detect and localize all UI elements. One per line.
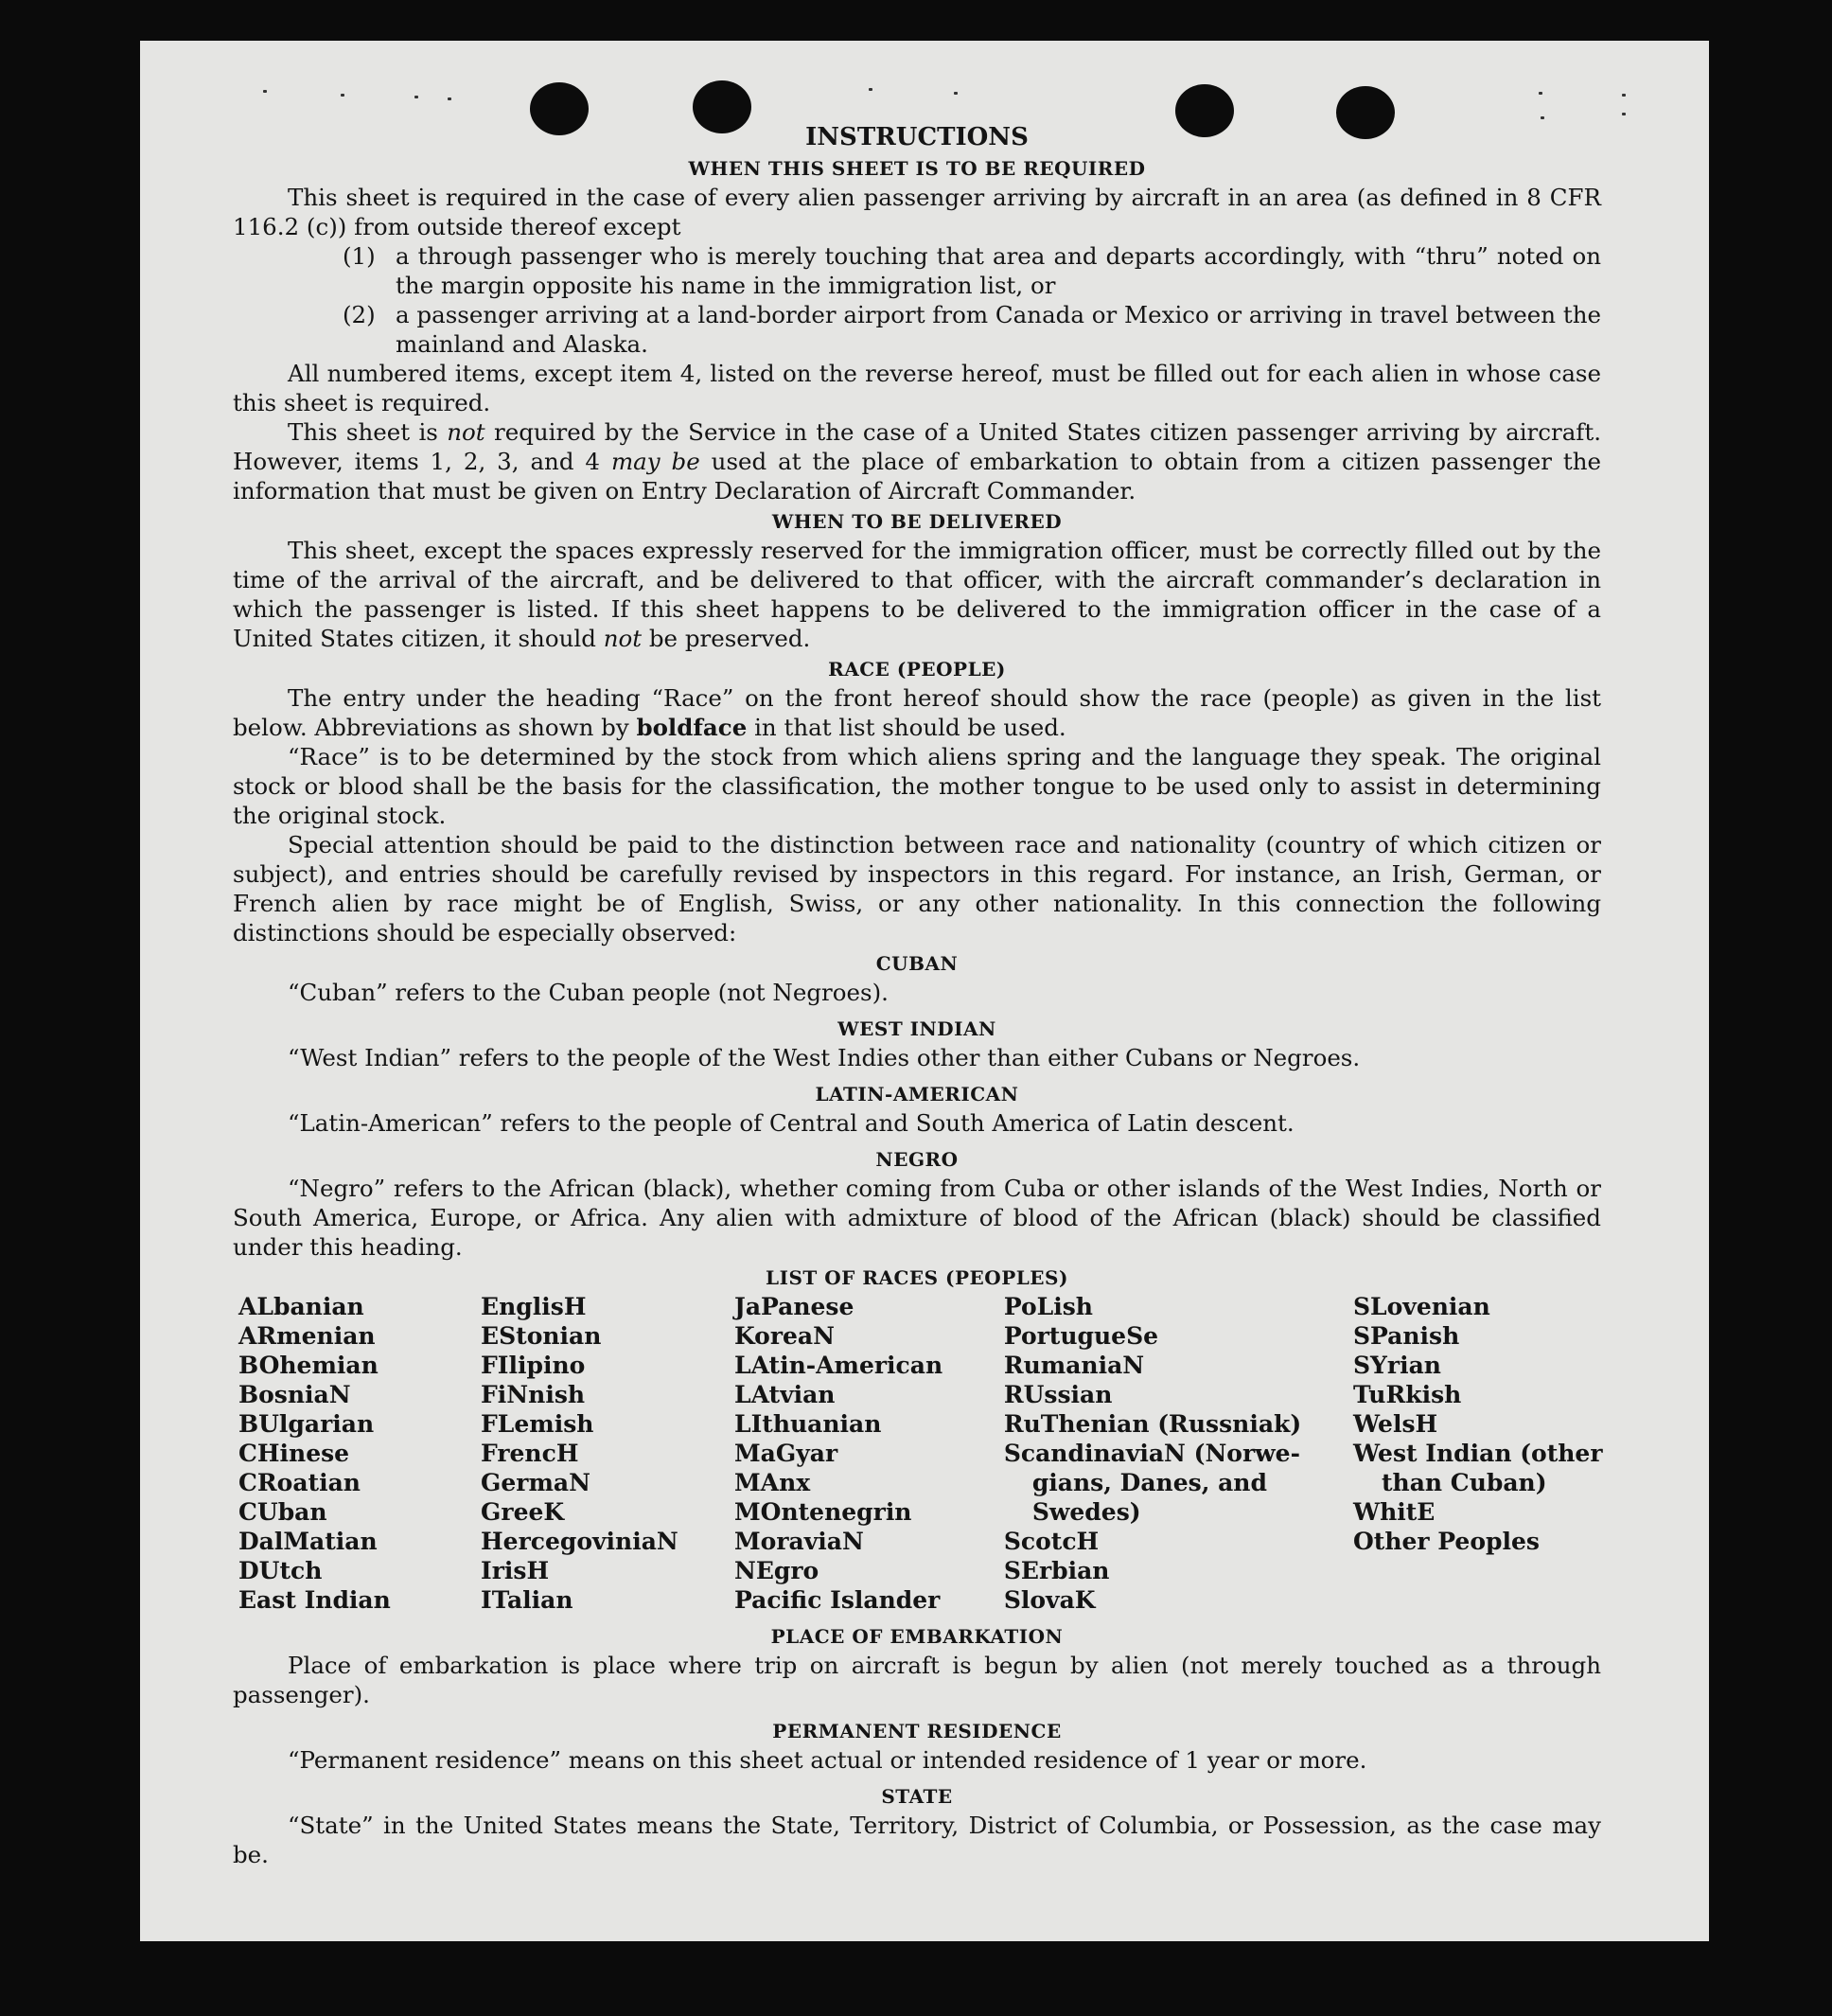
paragraph: “Cuban” refers to the Cuban people (not Negroes). — [288, 979, 889, 1006]
race-entry: BosniaN — [238, 1381, 351, 1408]
race-entry: SlovaK — [1003, 1586, 1096, 1614]
races-column — [734, 1292, 1004, 1615]
race-entry: SLovenian — [1353, 1293, 1490, 1320]
section-heading-embarkation: PLACE OF EMBARKATION — [770, 1625, 1064, 1648]
speck — [341, 94, 344, 97]
races-column — [1353, 1292, 1601, 1615]
race-entry: gians, Danes, and — [1031, 1469, 1267, 1496]
text-run: This sheet, except the spaces expressly reserved for the immigration officer, must be correctly filled out by the time of the arrival of the aircraft, and be delivered to that officer, with the aircraft commander’s declaration in which the passenger is listed. If this sheet happens to be delivered to the immigration officer in the case of a United States citizen, it should — [233, 537, 1601, 652]
paragraph: “Latin-American” refers to the people of Central and South America of Latin descent. — [288, 1109, 1295, 1137]
race-entry: ScotcH — [1003, 1528, 1100, 1555]
race-entry: KoreaN — [734, 1322, 835, 1350]
speck — [1539, 92, 1542, 95]
paragraph: Place of embarkation is place where trip on aircraft is begun by alien (not merely touched as a through passenger). — [233, 1652, 1601, 1708]
section-heading-residence: PERMANENT RESIDENCE — [772, 1720, 1062, 1742]
section-heading-state: STATE — [881, 1785, 953, 1808]
race-entry: ITalian — [481, 1586, 573, 1614]
paragraph: Special attention should be paid to the distinction between race and nationality (country of which citizen or subject), and entries should be carefully revised by inspectors in this regard. For instance, an Irish, German, or French alien by race might be of English, Swiss, or any other nationality. In this connection the following distinctions should be especially observed: — [233, 831, 1601, 946]
speck — [414, 96, 418, 98]
speck — [1541, 116, 1544, 119]
races-column — [238, 1292, 481, 1615]
race-entry: SYrian — [1353, 1352, 1441, 1379]
paragraph: “Race” is to be determined by the stock from which aliens spring and the language they speak. The original stock or blood shall be the basis for the classification, the mother tongue to be used only to assist in determining the original stock. — [233, 743, 1601, 829]
text-run: The entry under the heading “Race” on the front hereof should show the race (people) as given in the list below. Abbreviations as shown by — [233, 684, 1601, 741]
item-text: a through passenger who is merely touching that area and departs accordingly, with “thru” noted on the margin opposite his name in the immigration list, or — [396, 242, 1601, 299]
list-item — [343, 241, 1601, 300]
text-run: in that list should be used. — [747, 714, 1066, 741]
race-entry: RUssian — [1003, 1381, 1113, 1408]
race-entry: EnglisH — [481, 1293, 587, 1320]
race-entry: IrisH — [481, 1557, 550, 1584]
section-heading-negro: NEGRO — [875, 1148, 959, 1171]
paragraph: “West Indian” refers to the people of the West Indies other than either Cubans or Negroes. — [288, 1044, 1361, 1071]
race-entry: LIthuanian — [734, 1410, 882, 1438]
bold-text: boldface — [636, 714, 748, 741]
section-heading-latin-american: LATIN-AMERICAN — [815, 1083, 1019, 1105]
race-entry: TuRkish — [1353, 1381, 1462, 1408]
instructions-text — [233, 122, 1601, 1869]
speck — [954, 92, 958, 95]
text-run: This sheet is — [288, 418, 448, 446]
race-entry: SPanish — [1353, 1322, 1460, 1350]
race-entry: CHinese — [238, 1440, 350, 1467]
race-entry: LAtin-American — [734, 1352, 943, 1379]
race-entry: Pacific Islander — [734, 1586, 941, 1614]
section-heading-list-of-races: LIST OF RACES (PEOPLES) — [766, 1266, 1068, 1289]
race-entry: JaPanese — [734, 1293, 854, 1320]
text-run: used at the place of embarkation to obtain from a citizen passenger the information that must be given on Entry Declaration of Aircraft Commander. — [233, 448, 1601, 504]
race-entry: EStonian — [481, 1322, 602, 1350]
speck — [1622, 94, 1626, 97]
race-entry: SErbian — [1003, 1557, 1110, 1584]
race-entry: BOhemian — [238, 1352, 379, 1379]
speck — [1622, 113, 1626, 115]
section-heading-required: WHEN THIS SHEET IS TO BE REQUIRED — [688, 157, 1146, 180]
race-entry: PoLish — [1003, 1293, 1093, 1320]
list-item — [343, 300, 1601, 359]
item-number: (2) — [343, 301, 376, 328]
race-entry: FIlipino — [481, 1352, 586, 1379]
paragraph: All numbered items, except item 4, listed on the reverse hereof, must be filled out for each alien in whose case this sheet is required. — [233, 360, 1601, 416]
race-entry: GermaN — [481, 1469, 590, 1496]
paragraph — [233, 536, 1601, 653]
paragraph: “Permanent residence” means on this sheet actual or intended residence of 1 year or more. — [288, 1746, 1367, 1774]
section-heading-west-indian: WEST INDIAN — [837, 1017, 996, 1040]
paragraph — [233, 417, 1601, 505]
race-entry: FLemish — [481, 1410, 594, 1438]
section-heading-delivered: WHEN TO BE DELIVERED — [771, 510, 1063, 533]
page-title: INSTRUCTIONS — [805, 123, 1029, 151]
speck — [263, 90, 267, 93]
race-entry: DalMatian — [238, 1528, 378, 1555]
race-entry: BUlgarian — [238, 1410, 375, 1438]
race-entry: CUban — [238, 1498, 327, 1526]
paragraph — [233, 683, 1601, 742]
document-page — [140, 41, 1709, 1941]
speck — [869, 88, 872, 91]
race-entry: LAtvian — [734, 1381, 836, 1408]
race-entry: MAnx — [734, 1469, 811, 1496]
item-text: a passenger arriving at a land-border airport from Canada or Mexico or arriving in travel between the mainland and Alaska. — [396, 301, 1601, 358]
race-entry: ALbanian — [238, 1293, 364, 1320]
race-entry: WelsH — [1353, 1410, 1438, 1438]
race-entry: MaGyar — [734, 1440, 838, 1467]
race-entry: CRoatian — [238, 1469, 361, 1496]
race-entry: East Indian — [238, 1586, 391, 1614]
race-entry: ScandinaviaN (Norwe- — [1003, 1440, 1300, 1467]
race-entry: DUtch — [238, 1557, 323, 1584]
paragraph: “Negro” refers to the African (black), whether coming from Cuba or other islands of the West Indies, North or South America, Europe, or Africa. Any alien with admixture of blood of the African (black) should be classified under this heading. — [233, 1175, 1601, 1261]
race-entry: HercegoviniaN — [481, 1528, 678, 1555]
race-entry: FiNnish — [481, 1381, 586, 1408]
race-entry: West Indian (other — [1353, 1440, 1603, 1467]
race-entry: ARmenian — [238, 1322, 376, 1350]
race-entry: Swedes) — [1031, 1498, 1141, 1526]
emphasis: may be — [610, 448, 700, 475]
race-entry: WhitE — [1353, 1498, 1436, 1526]
race-entry: GreeK — [481, 1498, 565, 1526]
race-entry: MOntenegrin — [734, 1498, 912, 1526]
race-entry: FrencH — [481, 1440, 579, 1467]
race-entry: NEgro — [734, 1557, 819, 1584]
race-entry: PortugueSe — [1003, 1322, 1159, 1350]
text-run: be preserved. — [642, 625, 811, 652]
race-entry: MoraviaN — [734, 1528, 864, 1555]
emphasis: not — [447, 418, 485, 446]
section-heading-cuban: CUBAN — [875, 952, 959, 975]
emphasis: not — [603, 625, 643, 652]
races-column — [481, 1292, 734, 1615]
race-entry: than Cuban) — [1382, 1469, 1547, 1496]
races-column — [1004, 1292, 1353, 1615]
text-run: required by the Service in the case of a United States citizen passenger arriving by aircraft. However, items 1, 2, 3, and 4 — [233, 418, 1602, 475]
paragraph: This sheet is required in the case of every alien passenger arriving by aircraft in an area (as defined in 8 CFR 116.2 (c)) from outside thereof except — [233, 184, 1601, 240]
races-list — [233, 1292, 1601, 1615]
race-entry: RumaniaN — [1003, 1352, 1145, 1379]
race-entry: Other Peoples — [1353, 1528, 1540, 1555]
speck — [448, 97, 451, 100]
paragraph: “State” in the United States means the State, Territory, District of Columbia, or Possession, as the case may be. — [233, 1812, 1601, 1868]
section-heading-race: RACE (PEOPLE) — [828, 658, 1006, 681]
item-number: (1) — [343, 242, 376, 270]
race-entry: RuThenian (Russniak) — [1003, 1410, 1302, 1438]
